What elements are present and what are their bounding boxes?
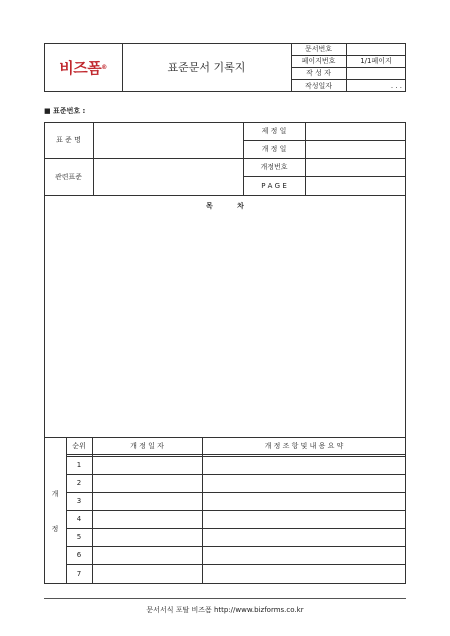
brand-logo [44,55,122,79]
column-header-summary: 개 정 조 항 및 내 용 요 약 [264,441,344,450]
enacted-date-label: 제 정 일 [261,127,287,135]
meta-value-page-no: 1/1페이지 [360,57,392,65]
revision-row-number: 1 [76,461,82,469]
column-header-revision-date: 개 정 일 자 [130,441,164,450]
meta-label-author: 작 성 자 [306,69,331,77]
meta-value-doc-no [346,43,406,55]
footer-divider [44,598,406,599]
revision-row-number: 6 [76,551,82,559]
revision-row-number: 2 [76,479,82,487]
document-title: 표준문서 기록지 [167,61,246,74]
revision-number-label: 개정번호 [260,163,288,171]
meta-label-doc-no: 문서번호 [304,45,333,53]
footer-text: 문서서식 포탈 비즈폼 http://www.bizforms.co.kr [146,606,304,614]
revision-side-label-top: 개 [51,490,59,498]
revision-row-number: 3 [76,497,82,505]
revised-date-label: 개 정 일 [261,145,287,153]
meta-value-author [346,67,406,79]
page-label: P A G E [261,181,287,190]
meta-label-page-no: 페이지번호 [301,57,336,65]
registered-mark: ® [101,63,107,71]
standard-number-label: ■ 표준번호 : [44,107,86,115]
brand-name: 비즈폼 [59,58,102,77]
main-table [44,122,406,584]
revision-row-number: 7 [76,570,82,578]
meta-value-date: . . . [390,81,402,90]
toc-title: 목 차 [206,202,244,210]
related-standard-label: 관련표준 [54,172,83,181]
meta-label-date: 작성일자 [304,81,333,90]
standard-name-label: 표 준 명 [56,136,81,144]
revision-row-number: 4 [76,515,82,523]
column-header-sequence: 순위 [72,441,86,450]
revision-row-number: 5 [76,533,82,541]
revision-side-label-bottom: 정 [51,525,59,533]
